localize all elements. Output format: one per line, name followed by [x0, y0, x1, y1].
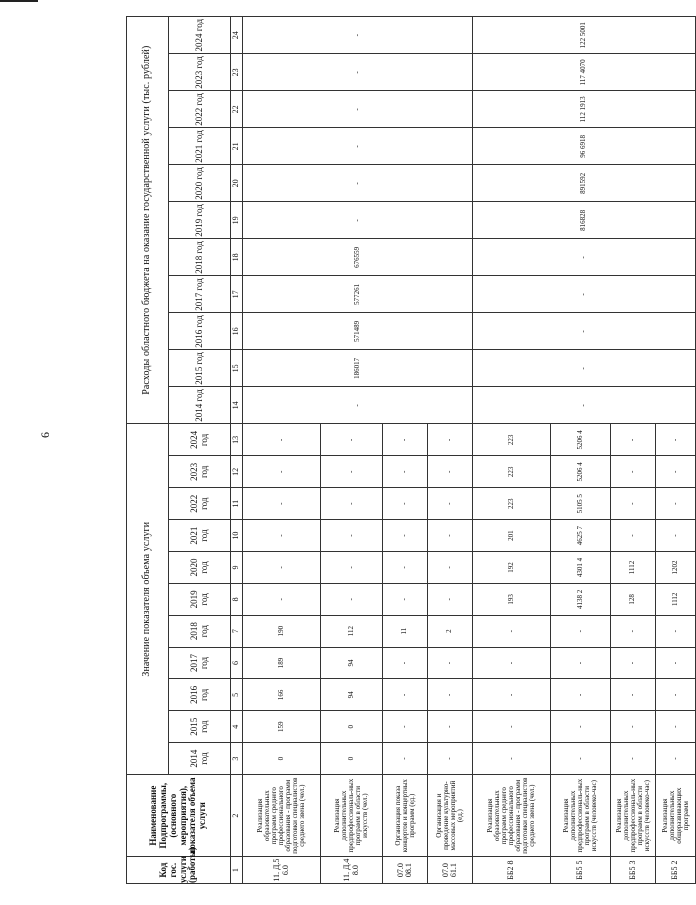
budget-year-header: 2017 год — [169, 276, 231, 313]
table-row — [243, 17, 321, 884]
volume-value: 1112 — [611, 552, 656, 584]
volume-value: - — [611, 456, 656, 488]
column-index: 18 — [231, 239, 243, 276]
row-code: ББ5 3 — [611, 857, 656, 884]
column-index: 3 — [231, 743, 243, 775]
volume-value: - — [551, 647, 611, 679]
volume-value: 5206 4 — [551, 456, 611, 488]
budget-year-header: 2024 год — [169, 17, 231, 54]
row-name: Реализация дополнительных предпрофессиональ-ных программ в области искусств (чел.) — [321, 775, 383, 857]
volume-value: 193 — [473, 583, 551, 615]
volume-value: - — [551, 615, 611, 647]
volume-value: 201 — [473, 520, 551, 552]
volume-value: - — [383, 520, 428, 552]
volume-value: - — [383, 647, 428, 679]
volume-value: 190 — [243, 615, 321, 647]
volume-value: 94 — [321, 679, 383, 711]
column-index: 16 — [231, 313, 243, 350]
row-code: 11. Д.5 6.0 — [243, 857, 321, 884]
volume-value: - — [243, 488, 321, 520]
volume-value: - — [473, 711, 551, 743]
column-index: 23 — [231, 54, 243, 91]
budget-year-header: 2022 год — [169, 91, 231, 128]
volume-value: - — [656, 615, 696, 647]
volume-value: - — [383, 552, 428, 584]
volume-value: - — [428, 424, 473, 456]
volume-value: 4301 4 — [551, 552, 611, 584]
column-index: 8 — [231, 583, 243, 615]
volume-year-header: 2024 год — [169, 424, 231, 456]
volume-value: - — [656, 456, 696, 488]
volume-value: 189 — [243, 647, 321, 679]
volume-value: - — [611, 615, 656, 647]
volume-value: 223 — [473, 424, 551, 456]
volume-value: - — [383, 583, 428, 615]
volume-value: - — [611, 679, 656, 711]
volume-value: - — [383, 424, 428, 456]
volume-group-header: Значение показателя объема услуги — [127, 424, 169, 775]
row-name: Реализация образовательных программ среднего профессионального образования - программ подготовки специалистов среднего звена (чел.) — [243, 775, 321, 857]
column-index: 11 — [231, 488, 243, 520]
volume-year-header: 2017 год — [169, 647, 231, 679]
budget-value: - — [243, 202, 473, 239]
volume-value: - — [656, 424, 696, 456]
table-row — [473, 17, 551, 884]
column-index: 20 — [231, 165, 243, 202]
budget-value: 571489 — [243, 313, 473, 350]
budget-value: 577261 — [243, 276, 473, 313]
budget-year-header: 2014 год — [169, 387, 231, 424]
budget-year-header: 2016 год — [169, 313, 231, 350]
budget-value: - — [473, 239, 696, 276]
row-code: ББ5 5 — [551, 857, 611, 884]
column-index: 9 — [231, 552, 243, 584]
volume-value: - — [383, 743, 428, 775]
volume-value: - — [428, 647, 473, 679]
volume-value: 223 — [473, 488, 551, 520]
volume-value: 4138 2 — [551, 583, 611, 615]
volume-value: 1112 — [656, 583, 696, 615]
budget-value: 117 4070 — [473, 54, 696, 91]
column-index: 24 — [231, 17, 243, 54]
code-header: Код гос. услуги (работы) — [127, 857, 231, 884]
volume-value: - — [383, 488, 428, 520]
volume-year-header: 2014 год — [169, 743, 231, 775]
volume-value: - — [611, 424, 656, 456]
row-code: 07.0 61.1 — [428, 857, 473, 884]
volume-value: - — [656, 488, 696, 520]
volume-value: 11 — [383, 615, 428, 647]
volume-value: - — [428, 488, 473, 520]
budget-group-header: Расходы областного бюджета на оказание государственной услуги (тыс. рублей) — [127, 17, 169, 424]
row-name: Реализация дополнительных общеразвивающих программ — [656, 775, 696, 857]
volume-year-header: 2016 год — [169, 679, 231, 711]
row-code: 07.0 08.1 — [383, 857, 428, 884]
volume-value: 5206 4 — [551, 424, 611, 456]
budget-value: - — [473, 313, 696, 350]
budget-value: 112 1913 — [473, 91, 696, 128]
volume-value: - — [473, 679, 551, 711]
volume-value: - — [611, 743, 656, 775]
column-index: 2 — [231, 775, 243, 857]
budget-year-header: 2023 год — [169, 54, 231, 91]
volume-value: - — [611, 647, 656, 679]
volume-value: - — [473, 615, 551, 647]
column-index: 1 — [231, 857, 243, 884]
volume-value: 128 — [611, 583, 656, 615]
budget-value: - — [243, 165, 473, 202]
row-code: ББ5 2 — [656, 857, 696, 884]
budget-year-header: 2021 год — [169, 128, 231, 165]
volume-value: - — [428, 552, 473, 584]
volume-year-header: 2018 год — [169, 615, 231, 647]
volume-value: - — [611, 711, 656, 743]
volume-value: - — [321, 520, 383, 552]
volume-value: - — [656, 679, 696, 711]
volume-value: - — [243, 552, 321, 584]
column-index: 14 — [231, 387, 243, 424]
budget-value: - — [243, 54, 473, 91]
volume-value: - — [656, 520, 696, 552]
volume-value: - — [243, 583, 321, 615]
volume-value: - — [473, 743, 551, 775]
volume-value: 0 — [321, 743, 383, 775]
volume-value: - — [321, 552, 383, 584]
volume-value: - — [243, 456, 321, 488]
column-index: 13 — [231, 424, 243, 456]
volume-value: - — [428, 520, 473, 552]
volume-value: - — [243, 424, 321, 456]
volume-value: - — [383, 456, 428, 488]
budget-value: - — [473, 350, 696, 387]
volume-value: - — [321, 424, 383, 456]
row-code: ББ2 8 — [473, 857, 551, 884]
volume-value: 166 — [243, 679, 321, 711]
column-index: 22 — [231, 91, 243, 128]
budget-value: 816828 — [473, 202, 696, 239]
budget-value: - — [243, 91, 473, 128]
volume-value: 0 — [243, 743, 321, 775]
budget-value: 891592 — [473, 165, 696, 202]
column-index: 17 — [231, 276, 243, 313]
budget-year-header: 2019 год — [169, 202, 231, 239]
rotated-table-sheet — [126, 16, 690, 884]
volume-value: 1202 — [656, 552, 696, 584]
budget-value: 96 6918 — [473, 128, 696, 165]
row-name: Организация показа концертов и концертных программ (ед.) — [383, 775, 428, 857]
volume-value: 112 — [321, 615, 383, 647]
volume-value: - — [473, 647, 551, 679]
volume-value: 223 — [473, 456, 551, 488]
column-index: 5 — [231, 679, 243, 711]
volume-value: - — [428, 456, 473, 488]
volume-value: - — [611, 520, 656, 552]
budget-table — [126, 16, 696, 884]
row-name: Реализация образовательных программ среднего профессионального образования - программ подготовки специалистов среднего звена (чел.) — [473, 775, 551, 857]
volume-value: - — [656, 647, 696, 679]
page-number: 6 — [38, 432, 52, 438]
volume-value: 4625 7 — [551, 520, 611, 552]
budget-value: 122 5001 — [473, 17, 696, 54]
volume-value: - — [656, 743, 696, 775]
volume-value: - — [428, 711, 473, 743]
volume-value: - — [428, 583, 473, 615]
budget-value: - — [243, 387, 473, 424]
volume-value: 192 — [473, 552, 551, 584]
volume-value: - — [321, 488, 383, 520]
volume-value: 159 — [243, 711, 321, 743]
column-index: 6 — [231, 647, 243, 679]
volume-value: - — [383, 711, 428, 743]
row-name: Организация и проведение культурно-массовых мероприятий (ед.) — [428, 775, 473, 857]
volume-year-header: 2021 год — [169, 520, 231, 552]
column-index: 19 — [231, 202, 243, 239]
volume-year-header: 2020 год — [169, 552, 231, 584]
volume-value: - — [383, 679, 428, 711]
volume-value: 94 — [321, 647, 383, 679]
budget-value: - — [473, 387, 696, 424]
budget-value: 676559 — [243, 239, 473, 276]
volume-year-header: 2015 год — [169, 711, 231, 743]
budget-year-header: 2018 год — [169, 239, 231, 276]
volume-value: - — [551, 679, 611, 711]
volume-value: - — [321, 456, 383, 488]
column-index: 4 — [231, 711, 243, 743]
column-index: 7 — [231, 615, 243, 647]
row-name: Реализация дополнительных предпрофессиональ-ных программ в области искусств (человеко-час) — [551, 775, 611, 857]
volume-value: 2 — [428, 615, 473, 647]
row-name: Реализация дополнительных предпрофессиональ-ных программ в области искусств (человеко-час) — [611, 775, 656, 857]
volume-year-header: 2023 год — [169, 456, 231, 488]
row-code: 11. Д.4 8.0 — [321, 857, 383, 884]
budget-value: - — [243, 128, 473, 165]
volume-value: - — [551, 711, 611, 743]
volume-value: - — [321, 583, 383, 615]
name-header: Наименование Подпрограммы, (основного мероприятия), показателя объема услуги — [127, 775, 231, 857]
column-index: 12 — [231, 456, 243, 488]
budget-value: - — [243, 17, 473, 54]
budget-value: 186017 — [243, 350, 473, 387]
volume-value: - — [551, 743, 611, 775]
budget-value: - — [473, 276, 696, 313]
budget-year-header: 2020 год — [169, 165, 231, 202]
volume-year-header: 2019 год — [169, 583, 231, 615]
volume-value: - — [656, 711, 696, 743]
budget-year-header: 2015 год — [169, 350, 231, 387]
volume-value: - — [243, 520, 321, 552]
volume-value: - — [428, 743, 473, 775]
volume-value: - — [428, 679, 473, 711]
volume-value: 5105 5 — [551, 488, 611, 520]
corner-line — [0, 0, 38, 2]
volume-year-header: 2022 год — [169, 488, 231, 520]
column-index: 10 — [231, 520, 243, 552]
volume-value: - — [611, 488, 656, 520]
column-index: 21 — [231, 128, 243, 165]
volume-value: 0 — [321, 711, 383, 743]
column-index: 15 — [231, 350, 243, 387]
